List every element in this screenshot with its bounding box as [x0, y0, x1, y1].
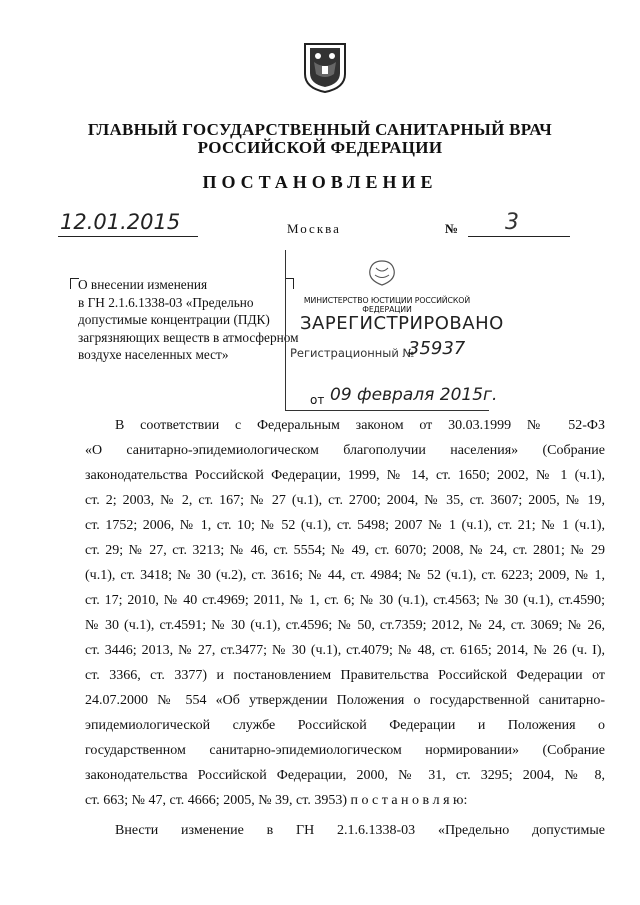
issuer-title-line2: РОССИЙСКОЙ ФЕДЕРАЦИИ: [197, 138, 443, 157]
stamp-date: 09 февраля 2015г.: [330, 385, 498, 405]
body-line: ст. 663; № 47, ст. 4666; 2005, № 39, ст. 3953) п о с т а н о в л я ю:: [85, 793, 468, 808]
subject-line: загрязняющих веществ в атмосферном: [78, 329, 299, 345]
body-line: ст. 3446; 2013, № 27, ст.3477; № 30 (ч.1), ст.4079; № 48, ст. 6165; 2014, № 26 (ч. I),: [85, 643, 605, 658]
city: Москва: [287, 221, 341, 236]
subject-block: [78, 276, 318, 364]
body-line: В соответствии с Федеральным законом от 30.03.1999 № 52-ФЗ: [115, 418, 605, 433]
stamp-ministry: МИНИСТЕРСТВО ЮСТИЦИИ РОССИЙСКОЙ ФЕДЕРАЦИИ: [303, 296, 471, 314]
date-underline: [58, 236, 198, 237]
subject-line: в ГН 2.1.6.1338-03 «Предельно: [78, 294, 254, 310]
stamp-emblem-icon: [362, 258, 402, 288]
stamp-number-label: Регистрационный №: [290, 346, 415, 360]
body-line: эпидемиологической службе Российской Федерации и Положения о: [85, 718, 605, 733]
body-paragraph-2: [85, 818, 605, 843]
number-label: №: [445, 221, 459, 236]
body-line: 24.07.2000 № 554 «Об утверждении Положения о государственной санитарно-: [85, 693, 605, 708]
subject-line: допустимые концентрации (ПДК): [78, 312, 270, 327]
body-line: ст. 29; № 27, ст. 3213; № 46, ст. 5554; № 49, ст. 6070; 2008, № 24, ст. 2801; № 29: [85, 543, 605, 558]
document-type: ПОСТАНОВЛЕНИЕ: [202, 172, 438, 192]
handwritten-number: 3: [505, 210, 519, 235]
body-line: Внести изменение в ГН 2.1.6.1338-03 «Предельно допустимые: [115, 823, 605, 838]
body-line: ст. 2; 2003, № 2, ст. 167; № 27 (ч.1), ст. 2700; 2004, № 35, ст. 3607; 2005, № 19,: [85, 493, 605, 508]
subject-line: О внесении изменения: [78, 277, 208, 292]
body-line: ст. 3366, ст. 3377) и постановлением Правительства Российской Федерации от: [85, 668, 605, 683]
stamp-number: 35937: [408, 338, 466, 359]
body-line: № 30 (ч.1), ст.4591; № 30 (ч.1), ст.4596; № 50, ст.7359; 2012, № 24, ст. 3069; № 26,: [85, 618, 605, 633]
stamp-date-prefix: от: [310, 393, 325, 407]
coat-of-arms-icon: [302, 40, 348, 94]
body-line: ст. 1752; 2006, № 1, ст. 10; № 52 (ч.1), ст. 5498; 2007 № 1 (ч.1), ст. 21; № 1 (ч.1),: [85, 518, 605, 533]
body-line: государственном санитарно-эпидемиологическом нормировании» (Собрание: [85, 743, 605, 758]
body-paragraph-1: [85, 413, 605, 813]
stamp-registered: ЗАРЕГИСТРИРОВАНО: [300, 313, 504, 334]
subject-line: воздухе населенных мест»: [78, 347, 229, 362]
body-line: ст. 17; 2010, № 40 ст.4969; 2011, № 1, ст. 6; № 30 (ч.1), ст.4563; № 30 (ч.1), ст.4590;: [85, 593, 605, 608]
issuer-title-line1: ГЛАВНЫЙ ГОСУДАРСТВЕННЫЙ САНИТАРНЫЙ ВРАЧ: [87, 120, 553, 139]
body-line: (ч.1), ст. 3418; № 30 (ч.2), ст. 3616; № 44, ст. 4984; № 52 (ч.1), ст. 6223; 2009, № 1,: [85, 568, 605, 583]
number-underline: [468, 236, 570, 237]
body-line: законодательства Российской Федерации, 1999, № 14, ст. 1650; 2002, № 1 (ч.1),: [85, 468, 605, 483]
body-line: «О санитарно-эпидемиологическом благополучии населения» (Собрание: [85, 443, 605, 458]
body-line: законодательства Российской Федерации, 2000, № 31, ст. 3295; 2004, № 8,: [85, 768, 605, 783]
handwritten-date: 12.01.2015: [60, 210, 181, 234]
